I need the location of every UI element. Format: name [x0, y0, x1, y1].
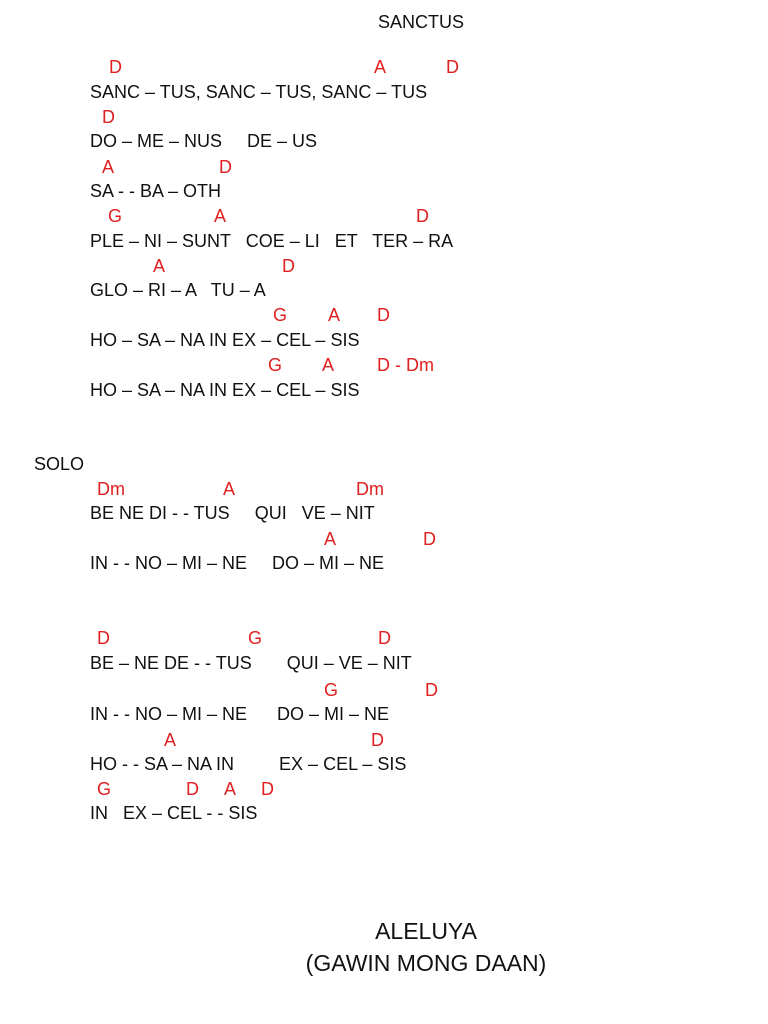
chord: A	[214, 206, 227, 226]
chord: G	[268, 355, 283, 375]
chord: G	[108, 206, 123, 226]
chord: D	[416, 206, 429, 226]
chord: D	[425, 680, 438, 700]
chord: A	[164, 730, 177, 750]
lyric-line: BE – NE DE - - TUS QUI – VE – NIT	[90, 653, 412, 673]
next-song-title: ALELUYA	[375, 918, 477, 944]
chord: D	[219, 157, 232, 177]
chord: A	[223, 479, 236, 499]
chord: A	[224, 779, 237, 799]
chord: A	[374, 57, 387, 77]
lyric-line: SANC – TUS, SANC – TUS, SANC – TUS	[90, 82, 428, 102]
chord: G	[97, 779, 112, 799]
lyric-line: IN EX – CEL - - SIS	[90, 803, 258, 823]
lyric-line: IN - - NO – MI – NE DO – MI – NE	[90, 553, 385, 573]
lyric-line: DO – ME – NUS DE – US	[90, 131, 318, 151]
chord: A	[102, 157, 115, 177]
chord: D	[377, 305, 390, 325]
chord: D	[446, 57, 459, 77]
lyric-line: PLE – NI – SUNT COE – LI ET TER – RA	[90, 231, 454, 251]
next-song-subtitle: (GAWIN MONG DAAN)	[305, 950, 547, 976]
lyric-line: HO – SA – NA IN EX – CEL – SIS	[90, 380, 360, 400]
lyric-line: HO - - SA – NA IN EX – CEL – SIS	[90, 754, 407, 774]
chord: D	[371, 730, 384, 750]
chord: A	[324, 529, 337, 549]
chord: A	[328, 305, 341, 325]
chord: Dm	[356, 479, 384, 499]
chord: D	[97, 628, 110, 648]
chord: A	[153, 256, 166, 276]
chord: G	[273, 305, 288, 325]
solo-label: SOLO	[34, 454, 85, 474]
chord: D	[423, 529, 436, 549]
chord: Dm	[97, 479, 125, 499]
song-title: SANCTUS	[378, 12, 465, 32]
lyric-line: HO – SA – NA IN EX – CEL – SIS	[90, 330, 360, 350]
chord: D	[102, 107, 115, 127]
chord: D	[186, 779, 199, 799]
chord: A	[322, 355, 335, 375]
lyric-line: GLO – RI – A TU – A	[90, 280, 266, 300]
chord: D	[282, 256, 295, 276]
lyric-line: IN - - NO – MI – NE DO – MI – NE	[90, 704, 390, 724]
chord: G	[324, 680, 339, 700]
chord: D - Dm	[377, 355, 434, 375]
lyric-line: BE NE DI - - TUS QUI VE – NIT	[90, 503, 375, 523]
chord: D	[378, 628, 391, 648]
chord: G	[248, 628, 263, 648]
lyric-line: SA - - BA – OTH	[90, 181, 222, 201]
chord: D	[109, 57, 122, 77]
chord: D	[261, 779, 274, 799]
